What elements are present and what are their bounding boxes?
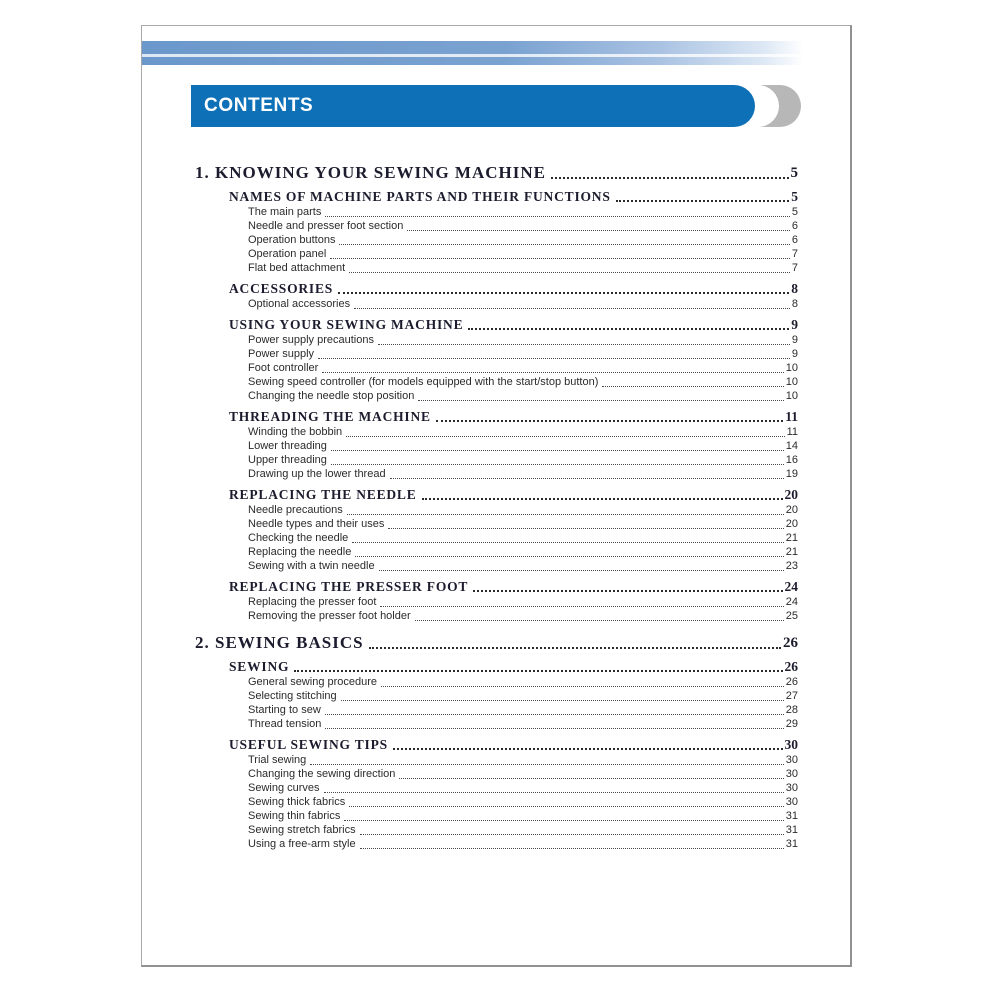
toc-item-row — [195, 753, 798, 767]
toc-item-page-number: 20 — [785, 504, 798, 516]
toc-item-label: Starting to sew — [248, 704, 321, 716]
dot-leader — [415, 620, 784, 621]
dot-leader — [360, 834, 784, 835]
toc-section-label: NAMES OF MACHINE PARTS AND THEIR FUNCTIONS — [229, 189, 611, 204]
toc-section-label: USING YOUR SEWING MACHINE — [229, 317, 464, 332]
dot-leader — [325, 216, 790, 217]
toc-item-row — [195, 247, 798, 261]
toc-item-label: Foot controller — [248, 362, 319, 374]
toc-item-label: Needle types and their uses — [248, 518, 385, 530]
toc-item-page-number: 27 — [785, 690, 798, 702]
toc-item-label: Optional accessories — [248, 298, 351, 310]
toc-chapter-row — [195, 163, 798, 183]
dot-leader — [390, 478, 784, 479]
toc-section-page-number: 26 — [784, 659, 798, 674]
toc-section-row — [195, 316, 798, 333]
dot-leader — [551, 177, 789, 179]
toc-item-label: Selecting stitching — [248, 690, 337, 702]
dot-leader — [407, 230, 790, 231]
toc-section-page-number: 9 — [791, 317, 798, 332]
toc-section-label: THREADING THE MACHINE — [229, 409, 431, 424]
toc-item-row — [195, 767, 798, 781]
dot-leader — [331, 450, 784, 451]
toc-item-label: Sewing thin fabrics — [248, 810, 341, 822]
toc-item-page-number: 6 — [791, 220, 798, 232]
toc-item-label: Sewing speed controller (for models equipped with the start/stop button) — [248, 376, 599, 388]
toc-item-label: Lower threading — [248, 440, 327, 452]
toc-item-label: Sewing curves — [248, 782, 320, 794]
dot-leader — [325, 714, 784, 715]
dot-leader — [331, 464, 784, 465]
toc-item-page-number: 30 — [785, 768, 798, 780]
toc-item-row — [195, 205, 798, 219]
toc-section-page-number: 20 — [784, 487, 798, 502]
toc-item-label: Operation panel — [248, 248, 327, 260]
toc-chapter-row — [195, 633, 798, 653]
dot-leader — [355, 556, 783, 557]
toc-item-label: Flat bed attachment — [248, 262, 346, 274]
dot-leader — [602, 386, 783, 387]
toc-item-row — [195, 595, 798, 609]
dot-leader — [347, 514, 784, 515]
toc-item-page-number: 10 — [785, 390, 798, 402]
toc-item-page-number: 31 — [785, 810, 798, 822]
toc-item-page-number: 9 — [791, 334, 798, 346]
toc-item-row — [195, 609, 798, 623]
toc-item-label: Drawing up the lower thread — [248, 468, 386, 480]
toc-item-page-number: 14 — [785, 440, 798, 452]
toc-item-page-number: 30 — [785, 754, 798, 766]
toc-item-row — [195, 503, 798, 517]
toc-item-label: Replacing the presser foot — [248, 596, 377, 608]
dot-leader — [310, 764, 783, 765]
toc-item-label: Thread tension — [248, 718, 322, 730]
toc-item-label: Removing the presser foot holder — [248, 610, 411, 622]
toc-item-label: The main parts — [248, 206, 322, 218]
toc-section-row — [195, 408, 798, 425]
toc-item-page-number: 16 — [785, 454, 798, 466]
dot-leader — [381, 686, 784, 687]
dot-leader — [399, 778, 783, 779]
toc-item-page-number: 19 — [785, 468, 798, 480]
toc-item-row — [195, 545, 798, 559]
dot-leader — [346, 436, 784, 437]
toc-section-page-number: 30 — [784, 737, 798, 752]
toc-item-row — [195, 837, 798, 851]
toc-item-row — [195, 517, 798, 531]
toc-item-row — [195, 823, 798, 837]
stripe-separator-line — [142, 54, 804, 57]
dot-leader — [360, 848, 784, 849]
toc-item-row — [195, 559, 798, 573]
toc-item-page-number: 8 — [791, 298, 798, 310]
contents-title-bar — [191, 85, 806, 127]
dot-leader — [294, 670, 782, 672]
toc-item-row — [195, 425, 798, 439]
toc-item-label: Trial sewing — [248, 754, 307, 766]
toc-item-row — [195, 703, 798, 717]
toc-item-page-number: 24 — [785, 596, 798, 608]
toc-item-row — [195, 717, 798, 731]
page-title: CONTENTS — [204, 95, 314, 116]
toc-item-label: Needle precautions — [248, 504, 343, 516]
toc-item-row — [195, 689, 798, 703]
toc-item-label: Upper threading — [248, 454, 327, 466]
toc-section-label: REPLACING THE NEEDLE — [229, 487, 417, 502]
toc-item-row — [195, 781, 798, 795]
toc-section-row — [195, 578, 798, 595]
toc-section-page-number: 11 — [785, 409, 798, 424]
toc-item-row — [195, 809, 798, 823]
toc-section-row — [195, 188, 798, 205]
toc-item-label: Sewing with a twin needle — [248, 560, 375, 572]
toc-item-page-number: 7 — [791, 262, 798, 274]
toc-item-label: Sewing stretch fabrics — [248, 824, 356, 836]
toc-item-label: Replacing the needle — [248, 546, 352, 558]
toc — [195, 153, 798, 851]
dot-leader — [379, 570, 784, 571]
dot-leader — [344, 820, 783, 821]
toc-item-label: Changing the needle stop position — [248, 390, 415, 402]
toc-item-page-number: 31 — [785, 824, 798, 836]
toc-item-page-number: 10 — [785, 362, 798, 374]
dot-leader — [473, 590, 782, 592]
toc-section-page-number: 5 — [791, 189, 798, 204]
toc-section-row — [195, 280, 798, 297]
dot-leader — [318, 358, 790, 359]
toc-item-page-number: 29 — [785, 718, 798, 730]
toc-item-page-number: 7 — [791, 248, 798, 260]
toc-item-label: Power supply — [248, 348, 315, 360]
dot-leader — [339, 244, 789, 245]
toc-item-label: Checking the needle — [248, 532, 349, 544]
toc-item-page-number: 30 — [785, 782, 798, 794]
dot-leader — [341, 700, 784, 701]
toc-item-label: General sewing procedure — [248, 676, 378, 688]
toc-section-page-number: 24 — [784, 579, 798, 594]
dot-leader — [436, 420, 783, 422]
toc-item-page-number: 31 — [785, 838, 798, 850]
toc-item-row — [195, 675, 798, 689]
toc-item-row — [195, 453, 798, 467]
dot-leader — [352, 542, 783, 543]
toc-item-page-number: 25 — [785, 610, 798, 622]
dot-leader — [322, 372, 783, 373]
toc-item-row — [195, 439, 798, 453]
toc-item-row — [195, 233, 798, 247]
toc-item-row — [195, 333, 798, 347]
toc-item-page-number: 26 — [785, 676, 798, 688]
dot-leader — [468, 328, 789, 330]
toc-item-page-number: 21 — [785, 546, 798, 558]
dot-leader — [330, 258, 790, 259]
dot-leader — [369, 647, 781, 649]
dot-leader — [418, 400, 783, 401]
dot-leader — [324, 792, 784, 793]
toc-section-row — [195, 736, 798, 753]
toc-item-page-number: 28 — [785, 704, 798, 716]
toc-item-row — [195, 531, 798, 545]
toc-item-row — [195, 361, 798, 375]
toc-item-label: Operation buttons — [248, 234, 336, 246]
toc-item-page-number: 6 — [791, 234, 798, 246]
dot-leader — [349, 272, 790, 273]
toc-chapter-label: 1. KNOWING YOUR SEWING MACHINE — [195, 163, 546, 182]
dot-leader — [378, 344, 790, 345]
toc-item-label: Power supply precautions — [248, 334, 374, 346]
toc-item-row — [195, 261, 798, 275]
manual-page — [141, 25, 852, 967]
toc-item-row — [195, 467, 798, 481]
toc-item-label: Sewing thick fabrics — [248, 796, 346, 808]
toc-chapter-label: 2. SEWING BASICS — [195, 633, 364, 652]
toc-item-page-number: 21 — [785, 532, 798, 544]
toc-item-row — [195, 389, 798, 403]
toc-item-label: Changing the sewing direction — [248, 768, 396, 780]
dot-leader — [325, 728, 783, 729]
toc-section-row — [195, 486, 798, 503]
toc-item-row — [195, 375, 798, 389]
toc-chapter-page-number: 5 — [790, 165, 798, 181]
dot-leader — [616, 200, 790, 202]
toc-chapter-page-number: 26 — [783, 635, 798, 651]
dot-leader — [422, 498, 783, 500]
toc-item-row — [195, 347, 798, 361]
dot-leader — [393, 748, 783, 750]
toc-section-label: ACCESSORIES — [229, 281, 334, 296]
toc-item-page-number: 9 — [791, 348, 798, 360]
toc-item-page-number: 11 — [786, 426, 798, 438]
top-stripe-band — [142, 41, 804, 65]
toc-item-page-number: 30 — [785, 796, 798, 808]
toc-section-page-number: 8 — [791, 281, 798, 296]
toc-item-row — [195, 795, 798, 809]
toc-item-page-number: 5 — [791, 206, 798, 218]
dot-leader — [380, 606, 783, 607]
toc-section-label: SEWING — [229, 659, 290, 674]
dot-leader — [349, 806, 784, 807]
toc-item-label: Using a free-arm style — [248, 838, 356, 850]
toc-section-label: REPLACING THE PRESSER FOOT — [229, 579, 469, 594]
dot-leader — [354, 308, 790, 309]
toc-section-label: USEFUL SEWING TIPS — [229, 737, 388, 752]
toc-item-label: Needle and presser foot section — [248, 220, 404, 232]
toc-item-page-number: 23 — [785, 560, 798, 572]
dot-leader — [388, 528, 783, 529]
toc-item-page-number: 10 — [785, 376, 798, 388]
toc-item-label: Winding the bobbin — [248, 426, 343, 438]
toc-item-page-number: 20 — [785, 518, 798, 530]
dot-leader — [338, 292, 789, 294]
toc-item-row — [195, 219, 798, 233]
toc-section-row — [195, 658, 798, 675]
toc-item-row — [195, 297, 798, 311]
